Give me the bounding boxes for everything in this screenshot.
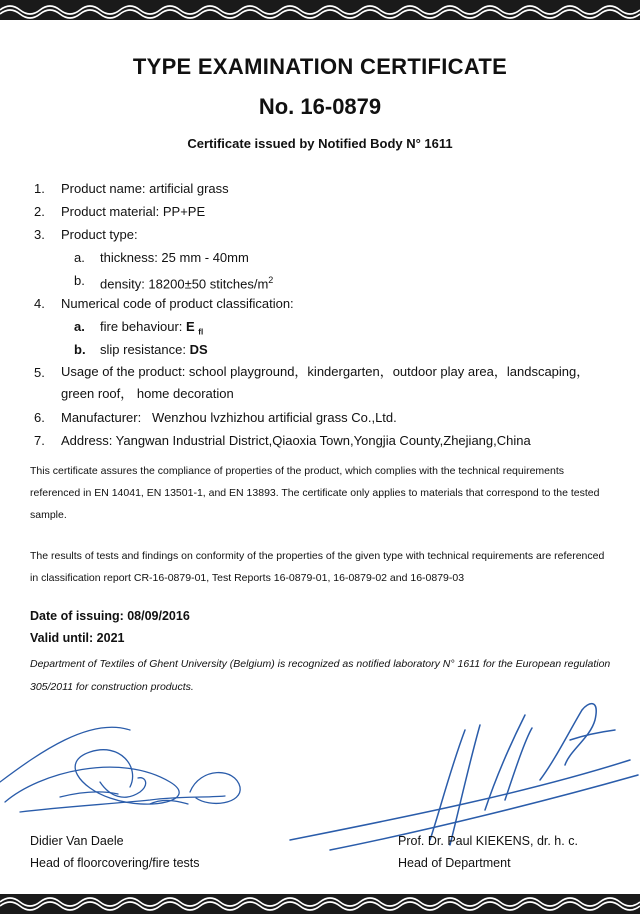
list-number: 4. bbox=[34, 296, 45, 311]
wave-pattern-bottom bbox=[0, 894, 640, 914]
manufacturer-address: Address: Yangwan Industrial District,Qiaoxia Town,Yongjia County,Zhejiang,China bbox=[61, 433, 531, 448]
list-item bbox=[34, 226, 619, 249]
list-item bbox=[34, 295, 619, 318]
list-item bbox=[34, 409, 619, 432]
thickness-value: thickness: 25 mm - 40mm bbox=[100, 250, 249, 265]
signatory-right-role: Head of Department bbox=[398, 856, 511, 870]
list-number: 5. bbox=[34, 365, 45, 380]
density-value bbox=[100, 272, 619, 292]
list-number: 7. bbox=[34, 433, 45, 448]
slip-resistance-class: DS bbox=[189, 342, 208, 357]
list-subitem bbox=[34, 249, 619, 272]
department-note: Department of Textiles of Ghent University (Belgium) is recognized as notified laboratory N° 1611 for the European regulation 305/2011 for construction products. bbox=[30, 658, 611, 693]
list-item bbox=[34, 203, 619, 226]
list-letter: b. bbox=[74, 342, 86, 357]
product-type-heading: Product type: bbox=[61, 227, 138, 242]
fire-behaviour bbox=[100, 318, 619, 341]
date-of-issuing: Date of issuing: 08/09/2016 bbox=[30, 609, 190, 623]
list-number: 3. bbox=[34, 227, 45, 242]
fire-behaviour-subscript: fl bbox=[198, 327, 204, 337]
compliance-paragraph: This certificate assures the compliance of properties of the product, which complies with the technical requirements referenced in EN 14041, EN 13501-1, and EN 13893. The certificate only applies to materials that correspond to the tested sample. bbox=[30, 465, 600, 521]
signatory-left-name: Didier Van Daele bbox=[30, 834, 124, 848]
decorative-border-top bbox=[0, 0, 640, 20]
list-item bbox=[34, 180, 619, 203]
certificate-title: TYPE EXAMINATION CERTIFICATE bbox=[132, 54, 508, 79]
list-number: 2. bbox=[34, 204, 45, 219]
issued-by-line: Certificate issued by Notified Body N° 1611 bbox=[187, 136, 453, 151]
wave-pattern-top bbox=[0, 0, 640, 20]
fire-behaviour-class: E bbox=[186, 319, 195, 334]
certificate-number: No. 16-0879 bbox=[258, 94, 382, 119]
classification-heading: Numerical code of product classification: bbox=[61, 296, 294, 311]
list-number: 6. bbox=[34, 410, 45, 425]
list-letter: a. bbox=[74, 250, 85, 265]
valid-until: Valid until: 2021 bbox=[30, 631, 125, 645]
signatory-right-name: Prof. Dr. Paul KIEKENS, dr. h. c. bbox=[398, 834, 578, 848]
list-letter: b. bbox=[74, 273, 85, 288]
product-details-list bbox=[34, 180, 619, 455]
test-results-paragraph: The results of tests and findings on conformity of the properties of the given type with technical requirements are referenced in classification report CR-16-0879-01, Test Reports 16-0879-01, 16-0879-02 and 16-0879-03 bbox=[30, 550, 605, 584]
density-superscript: 2 bbox=[268, 275, 274, 285]
decorative-border-bottom bbox=[0, 894, 640, 914]
signature-left-image bbox=[0, 712, 260, 832]
manufacturer: Manufacturer: Wenzhou lvzhizhou artificial grass Co.,Ltd. bbox=[61, 410, 397, 425]
product-material: Product material: PP+PE bbox=[61, 204, 206, 219]
slip-resistance-label: slip resistance: bbox=[100, 342, 190, 357]
density-text: density: 18200±50 stitches/m bbox=[100, 276, 269, 292]
fire-behaviour-label: fire behaviour: bbox=[100, 319, 186, 334]
list-number: 1. bbox=[34, 181, 45, 196]
product-name: Product name: artificial grass bbox=[61, 181, 229, 196]
signatory-left-role: Head of floorcovering/fire tests bbox=[30, 856, 200, 870]
list-subitem bbox=[34, 272, 619, 295]
list-item bbox=[34, 364, 619, 409]
slip-resistance bbox=[100, 341, 619, 358]
list-subitem bbox=[34, 318, 619, 341]
list-item bbox=[34, 432, 619, 455]
list-letter: a. bbox=[74, 319, 85, 334]
product-usage: Usage of the product: school playground，kindergarten，outdoor play area，landscaping，green roof， home decoration bbox=[61, 364, 590, 401]
